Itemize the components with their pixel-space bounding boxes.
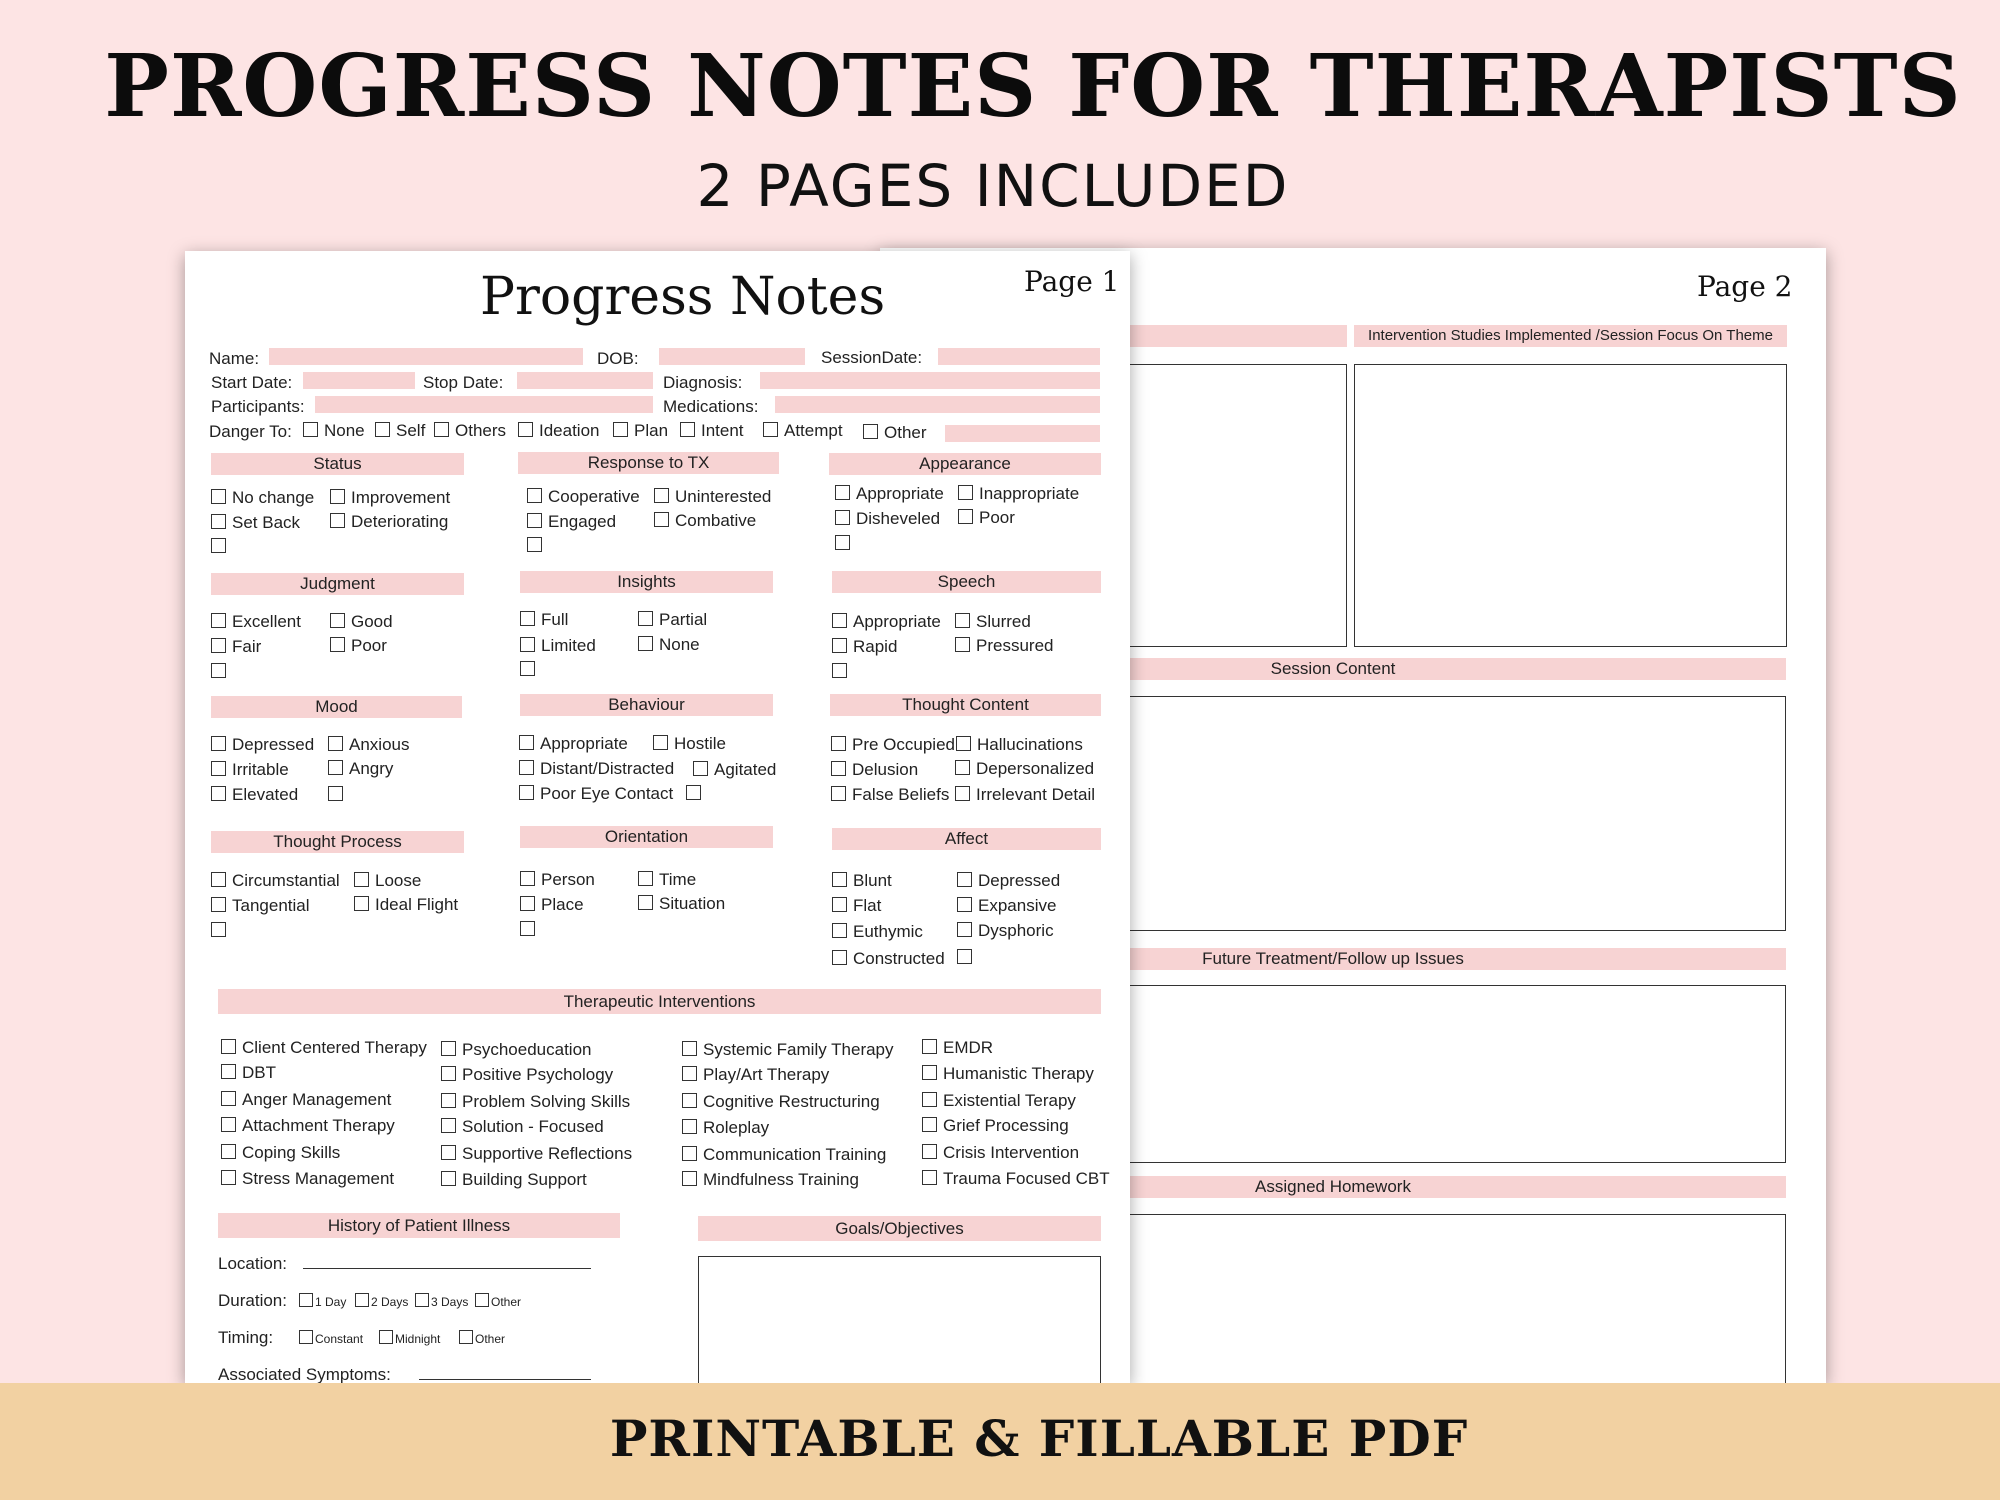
- danger-to-label: Danger To:: [209, 422, 292, 441]
- speech-blank-checkbox[interactable]: [832, 662, 853, 682]
- goals-header: Goals/Objectives: [698, 1216, 1101, 1241]
- speech-header: Speech: [832, 571, 1101, 593]
- ti-humanistic-checkbox[interactable]: Humanistic Therapy: [922, 1064, 1094, 1084]
- ti-existential-checkbox[interactable]: Existential Terapy: [922, 1091, 1076, 1111]
- stop-date-field[interactable]: [517, 372, 653, 389]
- ti-grief-processing-checkbox[interactable]: Grief Processing: [922, 1116, 1069, 1136]
- thought-depersonalized-checkbox[interactable]: Depersonalized: [955, 759, 1094, 779]
- judgment-fair-checkbox[interactable]: Fair: [211, 637, 261, 657]
- participants-label: Participants:: [211, 397, 305, 416]
- participants-field[interactable]: [315, 396, 653, 413]
- start-date-label: Start Date:: [211, 373, 293, 392]
- danger-other-field[interactable]: [945, 425, 1100, 442]
- intervention-studies-header: Intervention Studies Implemented /Session Focus On Theme: [1354, 325, 1787, 347]
- thought-delusion-checkbox[interactable]: Delusion: [831, 760, 918, 780]
- orientation-header: Orientation: [520, 826, 773, 848]
- ti-cognitive-restructuring-checkbox[interactable]: Cognitive Restructuring: [682, 1092, 880, 1112]
- duration-other-checkbox[interactable]: Other: [475, 1292, 521, 1312]
- orientation-person-checkbox[interactable]: Person: [520, 870, 595, 890]
- associated-symptoms-line[interactable]: [419, 1379, 591, 1380]
- behaviour-distant-checkbox[interactable]: Distant/Distracted: [519, 759, 674, 779]
- affect-expansive-checkbox[interactable]: Expansive: [957, 896, 1056, 916]
- thought-false-beliefs-checkbox[interactable]: False Beliefs: [831, 785, 949, 805]
- affect-constructed-checkbox[interactable]: Constructed: [832, 949, 945, 969]
- duration-label: Duration:: [218, 1291, 287, 1310]
- ti-play-art-checkbox[interactable]: Play/Art Therapy: [682, 1065, 829, 1085]
- ti-mindfulness-training-checkbox[interactable]: Mindfulness Training: [682, 1170, 859, 1190]
- judgment-poor-checkbox[interactable]: Poor: [330, 636, 387, 656]
- status-blank-checkbox[interactable]: [211, 537, 232, 557]
- ti-dbt-checkbox[interactable]: DBT: [221, 1063, 276, 1083]
- status-deteriorating-checkbox[interactable]: Deteriorating: [330, 512, 448, 532]
- response-blank-checkbox[interactable]: [527, 536, 548, 556]
- dob-field[interactable]: [659, 348, 805, 365]
- page-1-title: Progress Notes: [480, 267, 886, 327]
- session-date-field[interactable]: [938, 348, 1100, 365]
- future-treatment-header: Future Treatment/Follow up Issues: [880, 948, 1786, 970]
- duration-2-days-checkbox[interactable]: 2 Days: [355, 1292, 408, 1312]
- danger-intent-checkbox[interactable]: Intent: [680, 421, 744, 441]
- judgment-good-checkbox[interactable]: Good: [330, 612, 393, 632]
- name-field[interactable]: [269, 348, 583, 365]
- speech-appropriate-checkbox[interactable]: Appropriate: [832, 612, 941, 632]
- status-header: Status: [211, 453, 464, 475]
- page-2-number: Page 2: [1697, 270, 1793, 303]
- behaviour-blank-checkbox[interactable]: [686, 784, 707, 804]
- affect-flat-checkbox[interactable]: Flat: [832, 896, 881, 916]
- name-label: Name:: [209, 349, 260, 368]
- thought-content-header: Thought Content: [830, 694, 1101, 716]
- diagnosis-field[interactable]: [760, 372, 1100, 389]
- danger-attempt-checkbox[interactable]: Attempt: [763, 421, 843, 441]
- dob-label: DOB:: [597, 349, 639, 368]
- judgment-header: Judgment: [211, 573, 464, 595]
- thought-preoccupied-checkbox[interactable]: Pre Occupied: [831, 735, 955, 755]
- banner-title: PROGRESS NOTES FOR THERAPISTS: [104, 36, 1962, 137]
- ti-client-centered-checkbox[interactable]: Client Centered Therapy: [221, 1038, 427, 1058]
- thought-irrelevant-detail-checkbox[interactable]: Irrelevant Detail: [955, 785, 1095, 805]
- ti-psychoeducation-checkbox[interactable]: Psychoeducation: [441, 1040, 591, 1060]
- footer-text: PRINTABLE & FILLABLE PDF: [609, 1409, 1469, 1468]
- affect-dysphoric-checkbox[interactable]: Dysphoric: [957, 921, 1054, 941]
- appearance-disheveled-checkbox[interactable]: Disheveled: [835, 509, 940, 529]
- appearance-poor-checkbox[interactable]: Poor: [958, 508, 1015, 528]
- location-line[interactable]: [303, 1268, 591, 1269]
- session-date-label: SessionDate:: [821, 348, 923, 367]
- status-no-change-checkbox[interactable]: No change: [211, 488, 314, 508]
- ti-solution-focused-checkbox[interactable]: Solution - Focused: [441, 1117, 604, 1137]
- mood-header: Mood: [211, 696, 462, 718]
- ti-trauma-focused-cbt-checkbox[interactable]: Trauma Focused CBT: [922, 1169, 1110, 1189]
- speech-pressured-checkbox[interactable]: Pressured: [955, 636, 1053, 656]
- affect-depressed-checkbox[interactable]: Depressed: [957, 871, 1060, 891]
- associated-symptoms-label: Associated Symptoms:: [218, 1365, 391, 1383]
- affect-blunt-checkbox[interactable]: Blunt: [832, 871, 892, 891]
- ti-positive-psychology-checkbox[interactable]: Positive Psychology: [441, 1065, 613, 1085]
- timing-midnight-checkbox[interactable]: Midnight: [379, 1329, 440, 1349]
- mood-depressed-checkbox[interactable]: Depressed: [211, 735, 314, 755]
- process-tangential-checkbox[interactable]: Tangential: [211, 896, 310, 916]
- insights-partial-checkbox[interactable]: Partial: [638, 610, 707, 630]
- affect-blank-checkbox[interactable]: [957, 948, 978, 968]
- process-loose-checkbox[interactable]: Loose: [354, 871, 421, 891]
- orientation-place-checkbox[interactable]: Place: [520, 895, 584, 915]
- banner-subtitle: 2 PAGES INCLUDED: [696, 152, 1290, 220]
- duration-1-day-checkbox[interactable]: 1 Day: [299, 1292, 346, 1312]
- appearance-header: Appearance: [829, 453, 1101, 475]
- affect-header: Affect: [832, 828, 1101, 850]
- orientation-blank-checkbox[interactable]: [520, 920, 541, 940]
- mood-irritable-checkbox[interactable]: Irritable: [211, 760, 289, 780]
- behaviour-agitated-checkbox[interactable]: Agitated: [693, 760, 776, 780]
- response-header: Response to TX: [518, 452, 779, 474]
- insights-header: Insights: [520, 571, 773, 593]
- response-combative-checkbox[interactable]: Combative: [654, 511, 756, 531]
- speech-slurred-checkbox[interactable]: Slurred: [955, 612, 1031, 632]
- thought-hallucinations-checkbox[interactable]: Hallucinations: [956, 735, 1083, 755]
- timing-constant-checkbox[interactable]: Constant: [299, 1329, 363, 1349]
- response-cooperative-checkbox[interactable]: Cooperative: [527, 487, 640, 507]
- appearance-inappropriate-checkbox[interactable]: Inappropriate: [958, 484, 1079, 504]
- diagnosis-label: Diagnosis:: [663, 373, 743, 392]
- orientation-time-checkbox[interactable]: Time: [638, 870, 696, 890]
- status-improvement-checkbox[interactable]: Improvement: [330, 488, 450, 508]
- start-date-field[interactable]: [303, 372, 415, 389]
- speech-rapid-checkbox[interactable]: Rapid: [832, 637, 897, 657]
- ti-systemic-family-checkbox[interactable]: Systemic Family Therapy: [682, 1040, 894, 1060]
- medications-field[interactable]: [775, 396, 1100, 413]
- intervention-studies-box[interactable]: [1354, 364, 1787, 647]
- assigned-homework-header: Assigned Homework: [880, 1176, 1786, 1198]
- mood-angry-checkbox[interactable]: Angry: [328, 759, 393, 779]
- response-engaged-checkbox[interactable]: Engaged: [527, 512, 616, 532]
- ti-stress-management-checkbox[interactable]: Stress Management: [221, 1169, 394, 1189]
- process-blank-checkbox[interactable]: [211, 921, 232, 941]
- medications-label: Medications:: [663, 397, 759, 416]
- therapeutic-interventions-header: Therapeutic Interventions: [218, 989, 1101, 1014]
- appearance-blank-checkbox[interactable]: [835, 534, 856, 554]
- insights-blank-checkbox[interactable]: [520, 660, 541, 680]
- danger-ideation-checkbox[interactable]: Ideation: [518, 421, 600, 441]
- insights-none-checkbox[interactable]: None: [638, 635, 700, 655]
- timing-label: Timing:: [218, 1328, 274, 1347]
- page-1-number: Page 1: [1024, 265, 1120, 298]
- danger-plan-checkbox[interactable]: Plan: [613, 421, 668, 441]
- status-set-back-checkbox[interactable]: Set Back: [211, 513, 300, 533]
- ti-problem-solving-checkbox[interactable]: Problem Solving Skills: [441, 1092, 630, 1112]
- danger-other-checkbox[interactable]: Other: [863, 423, 927, 443]
- page-1-sheet: [185, 251, 1130, 1383]
- appearance-appropriate-checkbox[interactable]: Appropriate: [835, 484, 944, 504]
- ti-coping-skills-checkbox[interactable]: Coping Skills: [221, 1143, 340, 1163]
- goals-box[interactable]: [698, 1256, 1101, 1383]
- ti-crisis-intervention-checkbox[interactable]: Crisis Intervention: [922, 1143, 1079, 1163]
- insights-limited-checkbox[interactable]: Limited: [520, 636, 596, 656]
- ti-anger-management-checkbox[interactable]: Anger Management: [221, 1090, 391, 1110]
- ti-building-support-checkbox[interactable]: Building Support: [441, 1170, 587, 1190]
- danger-others-checkbox[interactable]: Others: [434, 421, 506, 441]
- ti-roleplay-checkbox[interactable]: Roleplay: [682, 1118, 769, 1138]
- behaviour-appropriate-checkbox[interactable]: Appropriate: [519, 734, 628, 754]
- session-content-header: Session Content: [880, 658, 1786, 680]
- duration-3-days-checkbox[interactable]: 3 Days: [415, 1292, 468, 1312]
- ti-supportive-reflections-checkbox[interactable]: Supportive Reflections: [441, 1144, 632, 1164]
- danger-none-checkbox[interactable]: None: [303, 421, 365, 441]
- footer-band: [0, 1383, 2000, 1500]
- judgment-excellent-checkbox[interactable]: Excellent: [211, 612, 301, 632]
- process-circumstantial-checkbox[interactable]: Circumstantial: [211, 871, 340, 891]
- danger-self-checkbox[interactable]: Self: [375, 421, 425, 441]
- stop-date-label: Stop Date:: [423, 373, 504, 392]
- mood-blank-checkbox[interactable]: [328, 785, 349, 805]
- behaviour-hostile-checkbox[interactable]: Hostile: [653, 734, 726, 754]
- behaviour-header: Behaviour: [520, 694, 773, 716]
- ti-attachment-therapy-checkbox[interactable]: Attachment Therapy: [221, 1116, 395, 1136]
- location-label: Location:: [218, 1254, 287, 1273]
- insights-full-checkbox[interactable]: Full: [520, 610, 568, 630]
- timing-other-checkbox[interactable]: Other: [459, 1329, 505, 1349]
- mood-anxious-checkbox[interactable]: Anxious: [328, 735, 409, 755]
- mood-elevated-checkbox[interactable]: Elevated: [211, 785, 298, 805]
- history-header: History of Patient Illness: [218, 1213, 620, 1238]
- ti-communication-training-checkbox[interactable]: Communication Training: [682, 1145, 886, 1165]
- ti-emdr-checkbox[interactable]: EMDR: [922, 1038, 993, 1058]
- behaviour-poor-eye-contact-checkbox[interactable]: Poor Eye Contact: [519, 784, 673, 804]
- process-ideal-flight-checkbox[interactable]: Ideal Flight: [354, 895, 458, 915]
- affect-euthymic-checkbox[interactable]: Euthymic: [832, 922, 923, 942]
- orientation-situation-checkbox[interactable]: Situation: [638, 894, 725, 914]
- thought-process-header: Thought Process: [211, 831, 464, 853]
- judgment-blank-checkbox[interactable]: [211, 662, 232, 682]
- response-uninterested-checkbox[interactable]: Uninterested: [654, 487, 771, 507]
